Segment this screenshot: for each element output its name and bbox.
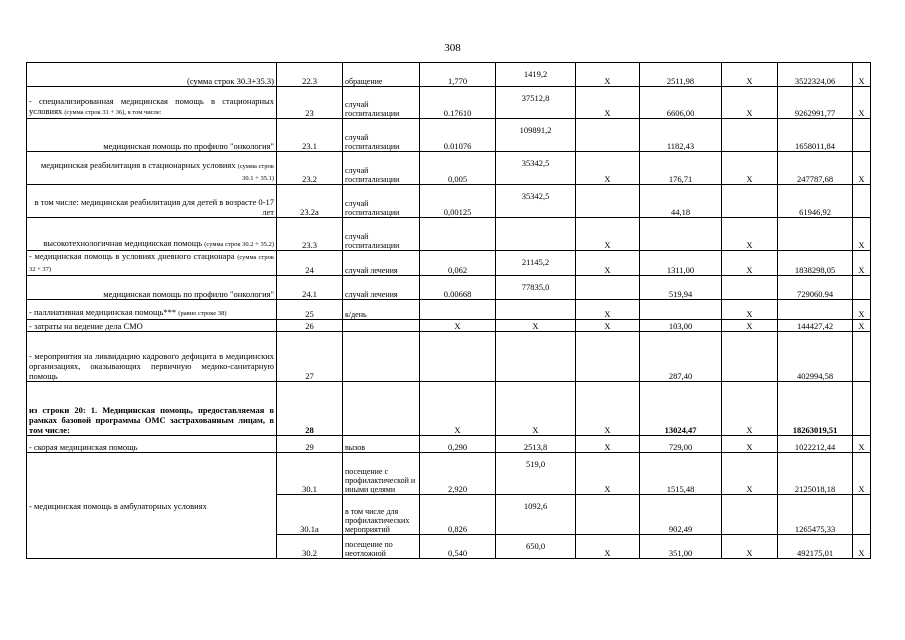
cell-value-1 [420, 300, 496, 320]
table-row [27, 63, 871, 87]
cell-value-1 [420, 332, 496, 382]
cell-x-3 [853, 382, 871, 436]
row-label: из строки 20: 1. Медицинская помощь, предоставляемая в рамках базовой программы ОМС застрахованным лицам, в том числе: [29, 405, 274, 435]
row-label-note: (равно строке 38) [178, 310, 227, 317]
cell-x-2: X [722, 87, 778, 119]
cell-value-2 [496, 332, 576, 382]
cell-row-number: 24 [277, 251, 343, 276]
row-label: - медицинская помощь в условиях дневного стационара [29, 251, 235, 261]
cell-value-2: 519,0 [496, 453, 576, 495]
cell-value-4: 144427,42 [778, 320, 853, 332]
cell-value-1: 0,00125 [420, 185, 496, 218]
cell-x-1: X [576, 63, 640, 87]
cell-x-1: X [576, 382, 640, 436]
cell-x-3: X [853, 535, 871, 559]
cell-unit: вызов [343, 436, 420, 453]
cell-value-3: 729,00 [640, 436, 722, 453]
cell-x-2: X [722, 63, 778, 87]
cell-row-number: 23.2 [277, 152, 343, 185]
cell-value-3: 351,00 [640, 535, 722, 559]
cell-name [27, 87, 277, 119]
cell-value-1: X [420, 320, 496, 332]
table-row [27, 185, 871, 218]
row-label: - специализированная медицинская помощь в стационарных условиях [29, 96, 274, 116]
cell-x-1: X [576, 453, 640, 495]
cell-value-2: 21145,2 [496, 251, 576, 276]
cell-value-2: X [496, 320, 576, 332]
cell-value-2: 77835,0 [496, 276, 576, 300]
cell-value-3: 1311,00 [640, 251, 722, 276]
cell-unit: в том числе для профилактических мероприятий [343, 495, 420, 535]
cell-value-2: 35342,5 [496, 185, 576, 218]
cell-x-2: X [722, 251, 778, 276]
cell-value-3: 44,18 [640, 185, 722, 218]
cell-unit [343, 320, 420, 332]
cell-value-1: 0.17610 [420, 87, 496, 119]
cell-value-3: 13024,47 [640, 382, 722, 436]
cell-x-2 [722, 185, 778, 218]
cell-value-3: 287,40 [640, 332, 722, 382]
cell-row-number: 27 [277, 332, 343, 382]
cell-x-2: X [722, 436, 778, 453]
cell-unit: случай госпитализации [343, 87, 420, 119]
cell-value-2: 650,0 [496, 535, 576, 559]
cell-row-number: 23 [277, 87, 343, 119]
table-row [27, 87, 871, 119]
cell-x-1 [576, 332, 640, 382]
cell-x-2: X [722, 453, 778, 495]
cell-unit: случай госпитализации [343, 218, 420, 251]
cell-value-3: 103,00 [640, 320, 722, 332]
cell-value-2: X [496, 382, 576, 436]
row-label: высокотехнологичная медицинская помощь [43, 238, 203, 248]
cell-value-1: 1,770 [420, 63, 496, 87]
cell-unit: обращение [343, 63, 420, 87]
row-label-note: (сумма строк 31 + 36), в том числе: [64, 109, 162, 116]
cell-row-number: 23.3 [277, 218, 343, 251]
cell-x-3: X [853, 152, 871, 185]
cell-unit: случай лечения [343, 251, 420, 276]
page-number: 308 [444, 42, 461, 54]
cell-x-3 [853, 332, 871, 382]
cell-value-2: 2513,8 [496, 436, 576, 453]
cell-unit: случай лечения [343, 276, 420, 300]
row-label: - паллиативная медицинская помощь*** [29, 307, 177, 317]
row-label: - затраты на ведение дела СМО [29, 321, 143, 331]
cell-row-number: 24.1 [277, 276, 343, 300]
cell-name [27, 218, 277, 251]
cell-x-1: X [576, 87, 640, 119]
cell-row-number: 23.1 [277, 119, 343, 152]
cell-x-3: X [853, 320, 871, 332]
table-row [27, 300, 871, 320]
row-label: медицинская помощь по профилю "онкология" [103, 289, 274, 299]
cell-unit [343, 382, 420, 436]
cell-x-2 [722, 119, 778, 152]
table-row [27, 276, 871, 300]
row-label-note: (сумма строк 30.2 + 35.2) [204, 241, 274, 248]
row-label: медицинская помощь по профилю "онкология" [103, 141, 274, 151]
cell-value-3: 1182,43 [640, 119, 722, 152]
cell-x-3 [853, 185, 871, 218]
cell-x-1: X [576, 300, 640, 320]
cell-row-number: 26 [277, 320, 343, 332]
cell-name [27, 185, 277, 218]
cell-x-2 [722, 332, 778, 382]
cell-x-1: X [576, 436, 640, 453]
cell-value-2: 109891,2 [496, 119, 576, 152]
cell-row-number: 29 [277, 436, 343, 453]
cell-value-2: 37512,8 [496, 87, 576, 119]
cell-value-4: 2125018,18 [778, 453, 853, 495]
cell-name: - медицинская помощь в амбулаторных условиях [27, 453, 277, 559]
cell-value-4: 1838298,05 [778, 251, 853, 276]
cell-name [27, 152, 277, 185]
cell-value-4: 61946,92 [778, 185, 853, 218]
cell-value-4: 1265475,33 [778, 495, 853, 535]
cell-x-2: X [722, 535, 778, 559]
cell-row-number: 30.2 [277, 535, 343, 559]
cell-value-4: 729060.94 [778, 276, 853, 300]
cell-x-2: X [722, 320, 778, 332]
cell-name [27, 436, 277, 453]
cell-x-3: X [853, 436, 871, 453]
cell-x-1 [576, 495, 640, 535]
cell-x-3: X [853, 251, 871, 276]
cell-row-number: 30.1а [277, 495, 343, 535]
cell-x-2: X [722, 152, 778, 185]
cell-x-1 [576, 119, 640, 152]
cell-value-3: 2511,98 [640, 63, 722, 87]
row-label: (сумма строк 30.3+35.3) [187, 76, 274, 86]
row-label-note: (сумма строк 30.1 + 35.1) [237, 163, 274, 182]
cell-x-3 [853, 495, 871, 535]
cell-name [27, 119, 277, 152]
cell-value-1: 0,826 [420, 495, 496, 535]
cell-value-1: 2,920 [420, 453, 496, 495]
cell-value-1: X [420, 382, 496, 436]
cell-unit: случай госпитализации [343, 152, 420, 185]
cell-x-1: X [576, 535, 640, 559]
cell-row-number: 30.1 [277, 453, 343, 495]
row-label: в том числе: медицинская реабилитация для детей в возрасте 0-17 лет [34, 197, 274, 217]
cell-unit: случай госпитализации [343, 119, 420, 152]
cell-name [27, 63, 277, 87]
cell-value-4: 492175,01 [778, 535, 853, 559]
cell-unit [343, 332, 420, 382]
cell-name [27, 276, 277, 300]
cell-value-2 [496, 218, 576, 251]
cell-row-number: 22.3 [277, 63, 343, 87]
cell-value-1 [420, 218, 496, 251]
row-label-note: (сумма строк 32 + 37) [29, 254, 274, 273]
cell-row-number: 23.2а [277, 185, 343, 218]
cell-value-2: 1092,6 [496, 495, 576, 535]
cell-value-4 [778, 300, 853, 320]
cell-x-2 [722, 495, 778, 535]
cell-unit: посещение по неотложной [343, 535, 420, 559]
cell-x-3: X [853, 87, 871, 119]
table-row [27, 119, 871, 152]
cell-x-3 [853, 119, 871, 152]
cell-row-number: 28 [277, 382, 343, 436]
table-row [27, 152, 871, 185]
cell-value-1: 0,005 [420, 152, 496, 185]
cell-value-4: 402994,58 [778, 332, 853, 382]
table-row [27, 382, 871, 436]
cell-value-1: 0,062 [420, 251, 496, 276]
cell-x-2: X [722, 382, 778, 436]
cell-x-1: X [576, 218, 640, 251]
cell-x-1: X [576, 320, 640, 332]
cell-value-4: 1658011,84 [778, 119, 853, 152]
cell-x-2 [722, 276, 778, 300]
cell-x-2: X [722, 300, 778, 320]
cell-name [27, 300, 277, 320]
cell-unit: случай госпитализации [343, 185, 420, 218]
row-label: - мероприятия на ликвидацию кадрового дефицита в медицинских организациях, оказывающих первичную медико-санитарную помощь [29, 351, 274, 381]
cell-x-1 [576, 276, 640, 300]
cell-name [27, 320, 277, 332]
cell-x-3 [853, 276, 871, 300]
table-row [27, 218, 871, 251]
cell-row-number: 25 [277, 300, 343, 320]
cell-name [27, 332, 277, 382]
cell-value-4: 9262991,77 [778, 87, 853, 119]
row-label: медицинская реабилитация в стационарных условиях [40, 160, 236, 170]
cell-value-1: 0,540 [420, 535, 496, 559]
cell-value-1: 0.01076 [420, 119, 496, 152]
cell-x-3: X [853, 63, 871, 87]
cell-value-3: 519,94 [640, 276, 722, 300]
cell-value-3 [640, 300, 722, 320]
cell-value-3: 176,71 [640, 152, 722, 185]
cell-unit: к/день [343, 300, 420, 320]
cell-value-3: 902,49 [640, 495, 722, 535]
cell-value-4 [778, 218, 853, 251]
cell-value-2: 35342,5 [496, 152, 576, 185]
cell-value-4: 18263019,51 [778, 382, 853, 436]
cell-value-3: 1515,48 [640, 453, 722, 495]
cell-x-1 [576, 185, 640, 218]
cell-value-4: 247787,68 [778, 152, 853, 185]
cell-value-2: 1419,2 [496, 63, 576, 87]
cell-value-1: 0.00668 [420, 276, 496, 300]
row-label: - скорая медицинская помощь [29, 442, 138, 452]
cell-x-2: X [722, 218, 778, 251]
cell-x-3: X [853, 453, 871, 495]
cell-value-4: 3522324,06 [778, 63, 853, 87]
data-table [26, 62, 871, 559]
cell-x-1: X [576, 251, 640, 276]
cell-name [27, 251, 277, 276]
table-row [27, 436, 871, 453]
table-row [27, 453, 871, 495]
cell-value-2 [496, 300, 576, 320]
cell-x-3: X [853, 300, 871, 320]
cell-x-3: X [853, 218, 871, 251]
cell-name [27, 382, 277, 436]
cell-value-4: 1022212,44 [778, 436, 853, 453]
table-row [27, 251, 871, 276]
cell-value-1: 0,290 [420, 436, 496, 453]
cell-value-3 [640, 218, 722, 251]
cell-x-1: X [576, 152, 640, 185]
table-row [27, 320, 871, 332]
cell-value-3: 6606,00 [640, 87, 722, 119]
cell-unit: посещение с профилактической и иными целями [343, 453, 420, 495]
table-row [27, 332, 871, 382]
